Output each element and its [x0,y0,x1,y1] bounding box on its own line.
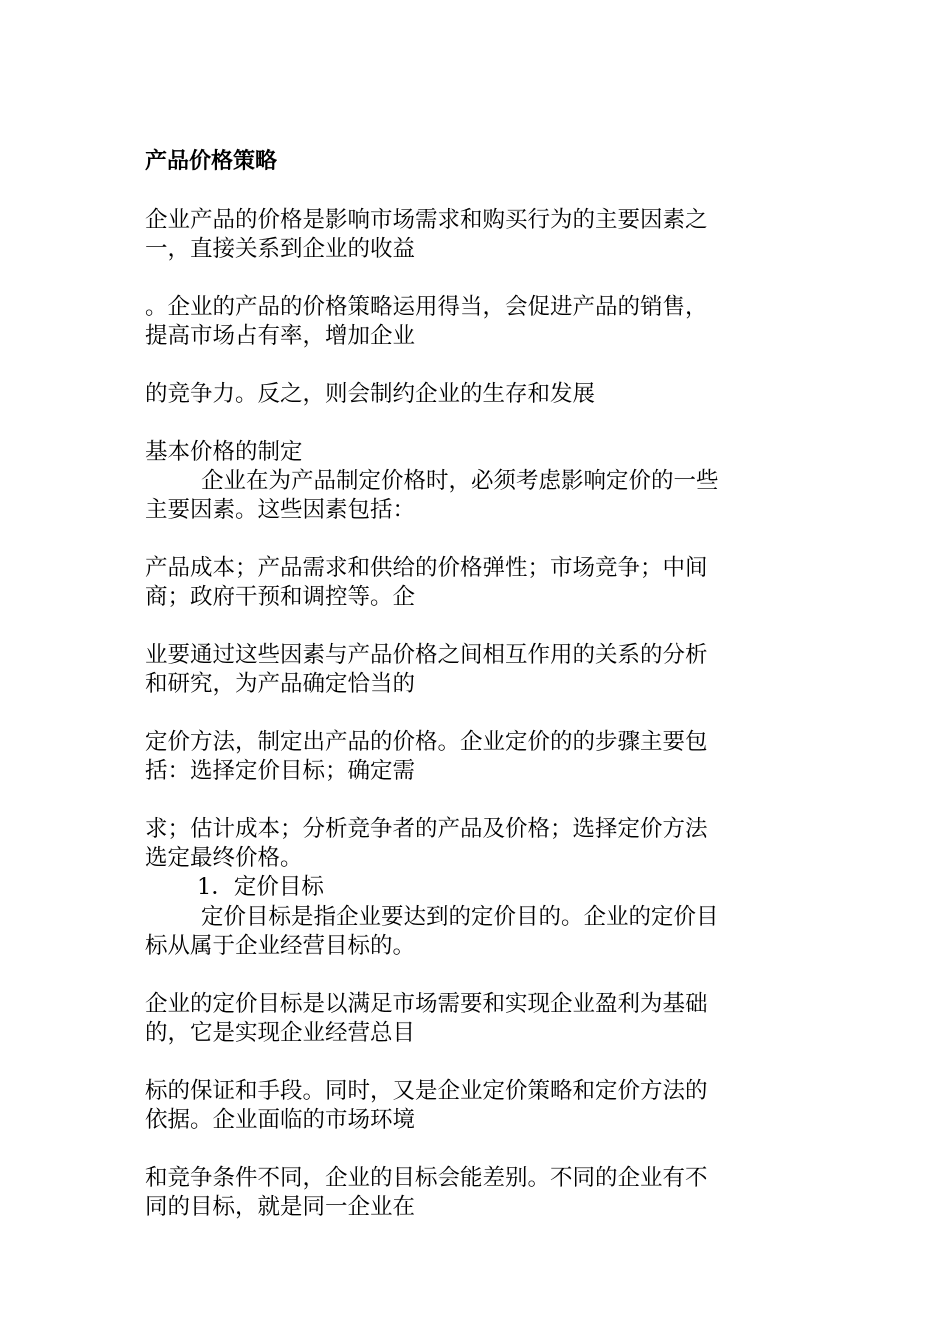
paragraph-line: 标的保证和手段。同时，又是企业定价策略和定价方法的 [145,1078,708,1104]
paragraph-line: 一，直接关系到企业的收益 [145,236,416,262]
paragraph-line: 。企业的产品的价格策略运用得当，会促进产品的销售， [145,294,708,320]
paragraph-line: 和竞争条件不同，企业的目标会能差别。不同的企业有不 [145,1165,708,1191]
paragraph-line: 和研究，为产品确定恰当的 [145,671,416,697]
paragraph-line: 企业产品的价格是影响市场需求和购买行为的主要因素之 [145,207,708,233]
paragraph-line: 定价目标是指企业要达到的定价目的。企业的定价目 [201,904,719,930]
paragraph-line: 企业的定价目标是以满足市场需要和实现企业盈利为基础 [145,991,708,1017]
paragraph-line: 企业在为产品制定价格时，必须考虑影响定价的一些 [201,468,719,494]
subsection-heading: 1．定价目标 [197,874,324,900]
paragraph-line: 求；估计成本；分析竞争者的产品及价格；选择定价方法 [145,816,708,842]
paragraph-line: 产品成本；产品需求和供给的价格弹性；市场竞争；中间 [145,555,708,581]
paragraph-line: 主要因素。这些因素包括： [145,497,416,523]
paragraph-line: 的，它是实现企业经营总目 [145,1020,416,1046]
document-title: 产品价格策略 [145,148,278,174]
paragraph-line: 依据。企业面临的市场环境 [145,1107,416,1133]
paragraph-line: 标从属于企业经营目标的。 [145,933,416,959]
paragraph-line: 定价方法，制定出产品的价格。企业定价的的步骤主要包 [145,729,708,755]
document-page [145,0,810,1344]
paragraph-line: 的竞争力。反之，则会制约企业的生存和发展 [145,381,596,407]
paragraph-line: 商；政府干预和调控等。企 [145,584,416,610]
paragraph-line: 括：选择定价目标；确定需 [145,758,416,784]
paragraph-line: 同的目标，就是同一企业在 [145,1194,416,1220]
paragraph-line: 选定最终价格。 [145,845,303,871]
paragraph-line: 业要通过这些因素与产品价格之间相互作用的关系的分析 [145,642,708,668]
section-heading: 基本价格的制定 [145,439,303,465]
paragraph-line: 提高市场占有率，增加企业 [145,323,416,349]
